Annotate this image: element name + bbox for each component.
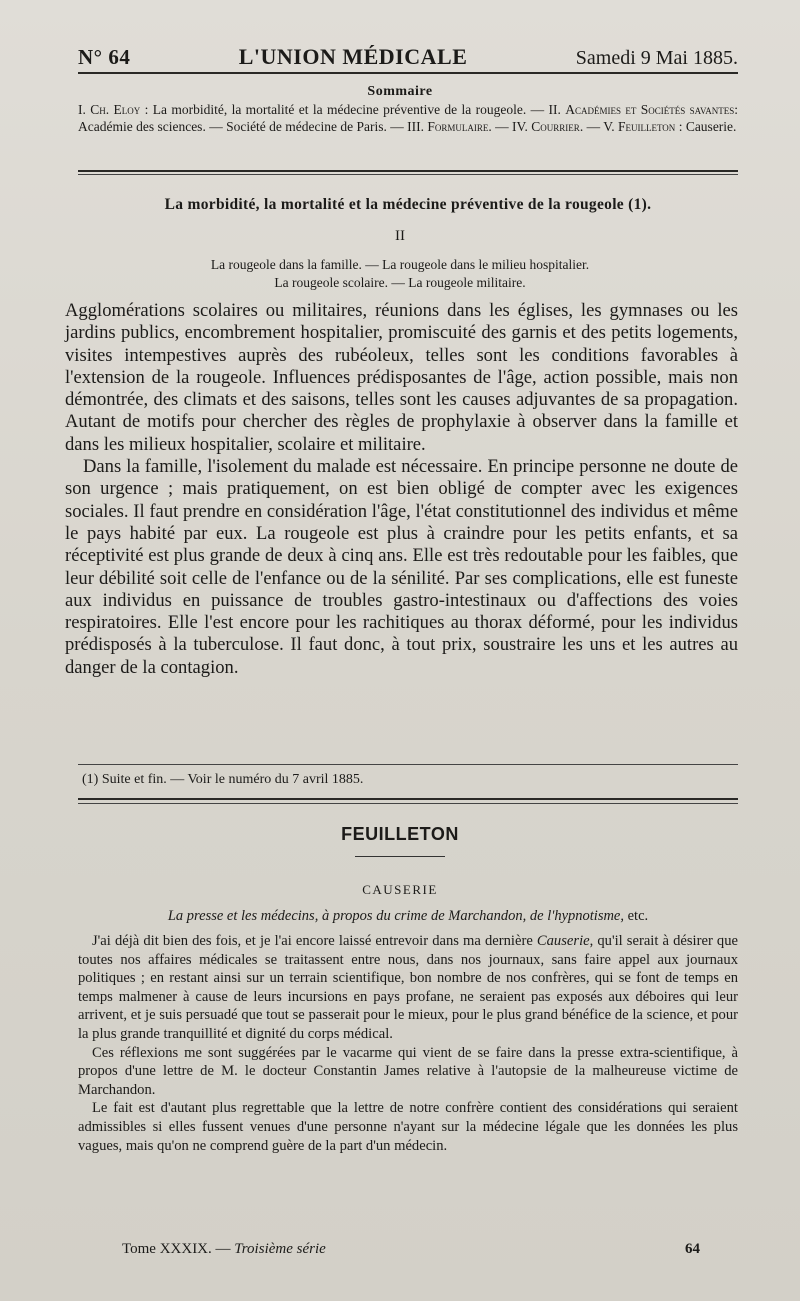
article-paragraph-1: Agglomérations scolaires ou militaires, réunions dans les églises, les gymnases ou les jardins publics, encombrement hospitalier, promiscuité des garnis et des petits logements, visites intempestives auprès des rubéoleux, telles sont les conditions favorables à l'extension de la rougeole. Influences prédisposantes de l'âge, action possible, mais non démontrée, des climats et des saisons, telles sont les causes adjuvantes de sa propagation. Autant de motifs pour chercher des règles de prophylaxie à observer dans la famille et dans les milieux hospitalier, scolaire et militaire. [65,300,738,455]
sommaire-item-1-author: Ch. Eloy [90,102,141,117]
article-subheading-2: La rougeole scolaire. — La rougeole militaire. [274,275,526,290]
sommaire-item-3-number: III. [407,119,425,134]
causerie-subtitle [78,908,738,925]
sommaire-item-5-text: : Causerie. [678,119,737,134]
article-paragraph-2: Dans la famille, l'isolement du malade est nécessaire. En principe personne ne doute de son urgence ; mais pratiquement, on est bien obligé de compter avec les exigences sociales. Il faut prendre en considération l'âge, l'état constitutionnel des individus et même le pays habité par eux. La rougeole est plus à craindre pour les petits enfants, et sa réceptivité est plus grande de deux à cinq ans. Elle est très redoutable pour les faibles, que leur débilité soit celle de l'enfance ou de la sénilité. Par ses complications, elle est funeste aux individus en puissance de troubles gastro-intestinaux ou d'affections des voies respiratoires. Elle l'est encore pour les rachitiques au thorax déformé, pour les individus prédisposés à la tuberculose. Il faut donc, à tout prix, soustraire les uns et les autres au danger de la contagion. [65,456,738,678]
page-header [78,36,738,70]
causerie-p1-start: J'ai déjà dit bien des fois, et je l'ai encore laissé entrevoir dans ma dernière [92,933,533,949]
sommaire-item-4-number: IV. [512,119,528,134]
sommaire-rule [78,170,738,172]
footer-tome: Tome XXXIX. — [122,1241,231,1257]
feuilleton-title: FEUILLETON [341,824,459,844]
sommaire-list [78,101,738,135]
sommaire-item-2-number: II. [548,102,561,117]
feuilleton-title-rule [355,856,445,857]
causerie-subtitle-etc: etc. [627,908,649,924]
causerie-title: CAUSERIE [362,882,438,897]
sommaire-item-5-label: Feuilleton [617,119,676,134]
sommaire-item-3-sep: . — [488,119,509,134]
article-footnote: (1) Suite et fin. — Voir le numéro du 7 avril 1885. [82,772,364,787]
journal-title: L'UNION MÉDICALE [238,44,468,69]
footer-page-number: 64 [685,1241,700,1257]
sommaire-item-5-number: V. [603,119,615,134]
sommaire-item-1-number: I. [78,102,86,117]
footer-series: Troisième série [234,1241,326,1257]
sommaire-item-2-label: Académies et Sociétés savantes [565,102,735,117]
footer-volume [122,1241,326,1258]
issue-date: Samedi 9 Mai 1885. [575,47,738,69]
causerie-body [78,932,738,1155]
causerie-subtitle-main: La presse et les médecins, à propos du crime de Marchandon, de l'hypnotisme, [167,908,624,924]
causerie-paragraph-2: Ces réflexions me sont suggérées par le vacarme qui vient de se faire dans la presse extra-scientifique, à propos d'une lettre de M. le docteur Constantin James relative à l'autopsie de la malheureuse victime de Marchandon. [78,1044,738,1098]
causerie-paragraph-3: Le fait est d'autant plus regrettable que la lettre de notre confrère contient des considérations qui seraient admissibles si elles fussent venues d'une personne n'ayant sur la médecine légale que les données les plus vagues, mais qu'on ne comprend guère de la part d'un médecin. [78,1100,738,1154]
sommaire-item-2-text: : Académie des sciences. — Société de médecine de Paris. — [78,102,739,134]
header-rule [78,72,738,74]
feuilleton-rule-top [78,798,738,800]
causerie-p1-emphasis: Causerie [536,933,590,949]
sommaire-item-3-label: Formulaire [427,119,489,134]
article-body [65,300,738,679]
article-part-number: II [395,228,405,244]
causerie-p1-rest: , qu'il serait à désirer que toutes nos affaires médicales se traitassent entre nous, dans nos journaux, sans faire appel aux journaux politiques ; en restant ainsi sur un terrain scientifique, bon nombre de nos confrères, qui se font de temps en temps malmener à cause de leurs incursions en pays profane, ne seraient pas exposés aux déboires qui leur arrivent, et je suis persuadé que tout se passerait pour le mieux, pour le plus grand bénéfice de la science, et pour la plus grande tranquillité et dignité du corps médical. [78,933,738,1042]
sommaire-item-4-sep: . — [579,119,601,134]
article-subheading-1: La rougeole dans la famille. — La rougeole dans le milieu hospitalier. [210,257,590,272]
feuilleton-rule-bottom [78,803,738,804]
issue-number: N° 64 [78,45,131,69]
page-footer [78,1241,700,1258]
sommaire-title: Sommaire [367,84,433,99]
sommaire-rule-thin [78,174,738,175]
sommaire-item-4-label: Courrier [531,119,580,134]
sommaire-item-1-text: : La morbidité, la mortalité et la médecine préventive de la rougeole. — [144,102,545,117]
footnote-rule [78,764,738,765]
article-title: La morbidité, la mortalité et la médecine préventive de la rougeole (1). [164,196,652,213]
causerie-paragraph-1 [78,932,738,1044]
